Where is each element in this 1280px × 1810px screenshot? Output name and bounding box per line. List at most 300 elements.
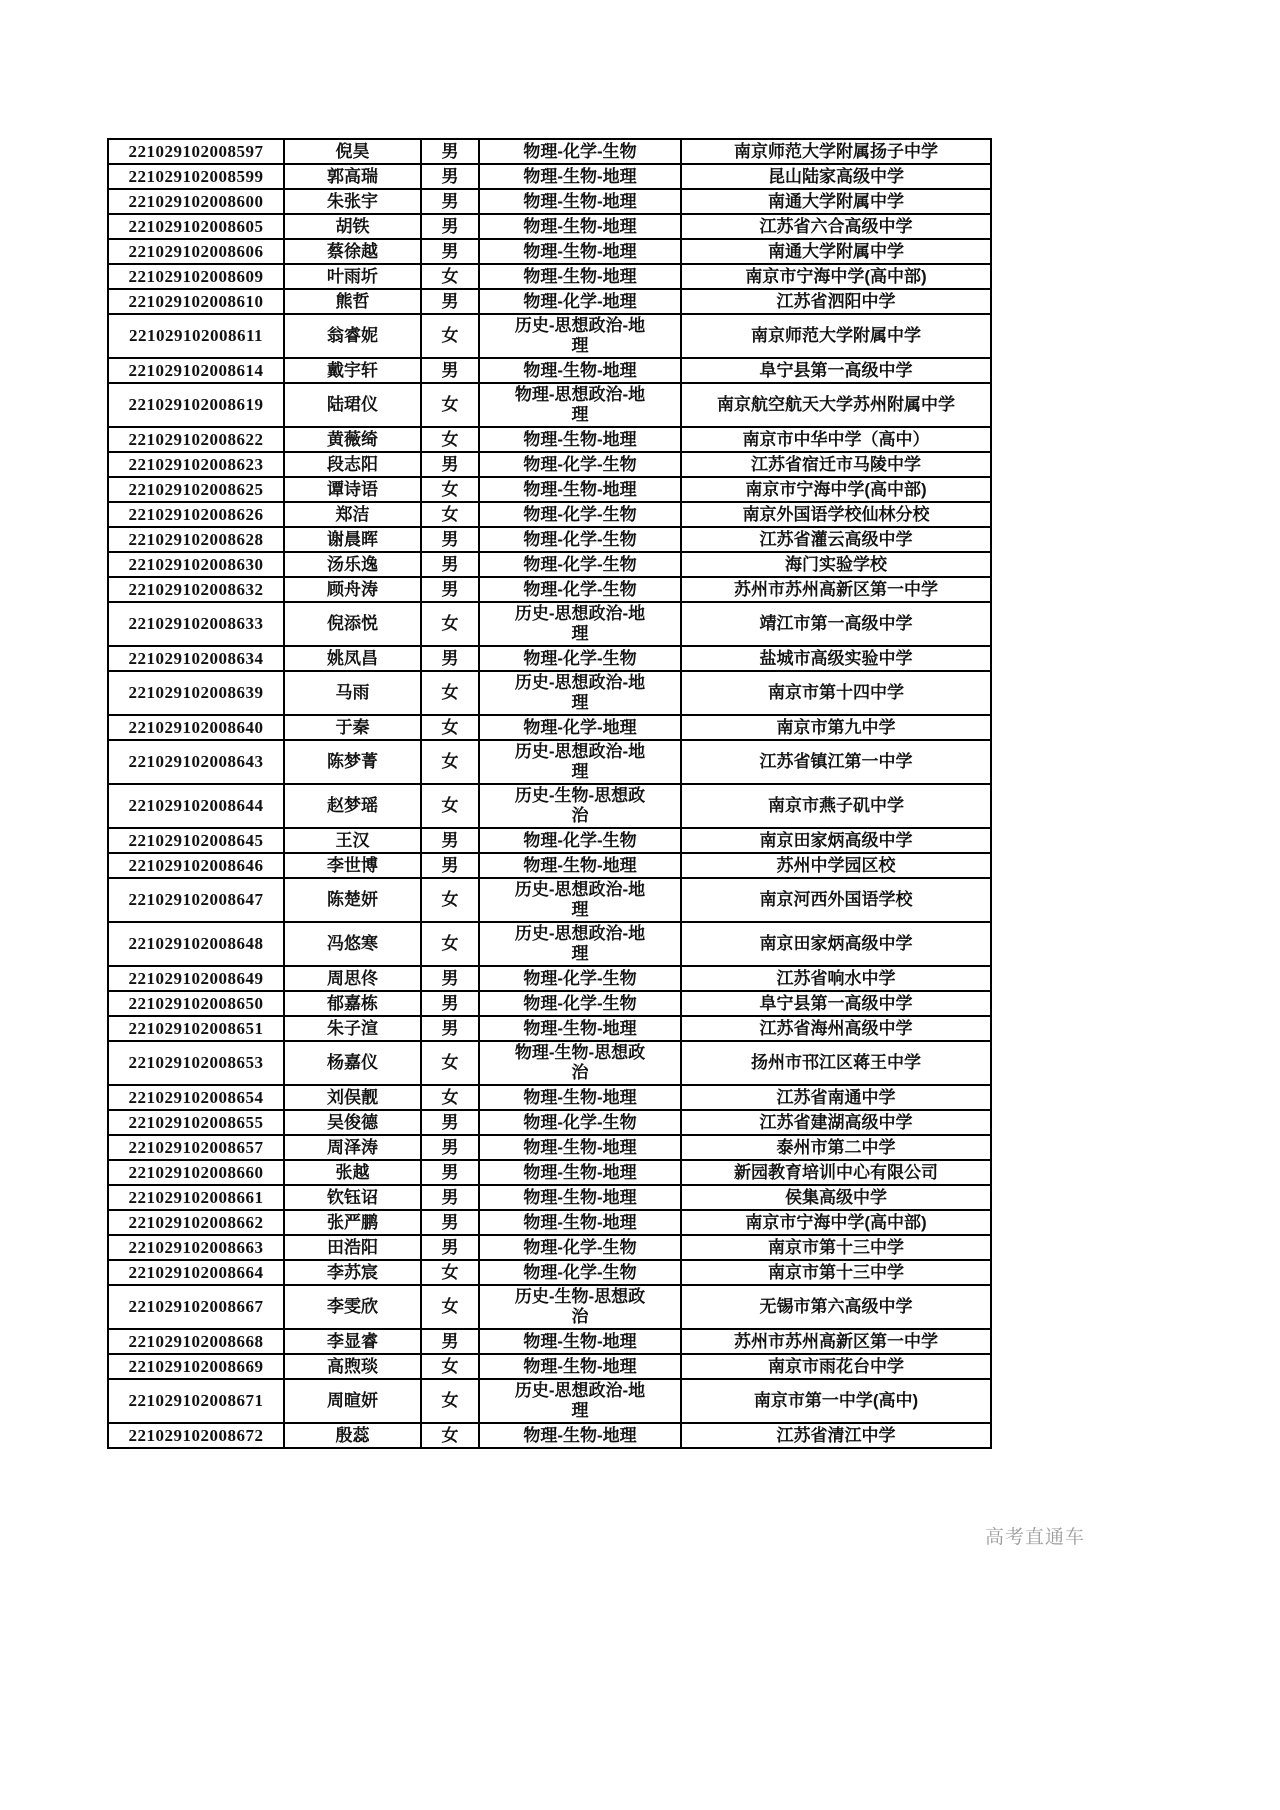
cell-school: 江苏省清江中学 <box>681 1423 991 1448</box>
cell-gender: 男 <box>421 577 479 602</box>
table-row <box>108 383 991 427</box>
table-row <box>108 1041 991 1085</box>
cell-exam-id: 221029102008609 <box>108 264 284 289</box>
cell-gender: 男 <box>421 646 479 671</box>
cell-gender: 女 <box>421 1423 479 1448</box>
subjects-text: 物理-思想政治-地理 <box>514 385 646 424</box>
cell-gender: 男 <box>421 1185 479 1210</box>
cell-subjects <box>479 922 681 966</box>
subjects-text: 历史-生物-思想政治 <box>514 786 646 825</box>
cell-name: 赵梦瑶 <box>284 784 421 828</box>
subjects-text: 物理-化学-生物 <box>523 993 637 1013</box>
cell-subjects <box>479 314 681 358</box>
subjects-text: 物理-生物-地理 <box>523 216 637 236</box>
cell-gender: 男 <box>421 853 479 878</box>
cell-exam-id: 221029102008643 <box>108 740 284 784</box>
cell-gender: 女 <box>421 1260 479 1285</box>
subjects-text: 物理-生物-地理 <box>523 1018 637 1038</box>
subjects-text: 历史-思想政治-地理 <box>514 1381 646 1420</box>
subjects-text: 历史-思想政治-地理 <box>514 316 646 355</box>
table-row <box>108 1329 991 1354</box>
cell-exam-id: 221029102008610 <box>108 289 284 314</box>
subjects-text: 历史-思想政治-地理 <box>514 742 646 781</box>
cell-school: 江苏省宿迁市马陵中学 <box>681 452 991 477</box>
cell-subjects <box>479 452 681 477</box>
subjects-text: 物理-生物-地理 <box>523 1162 637 1182</box>
cell-school: 无锡市第六高级中学 <box>681 1285 991 1329</box>
table-row <box>108 671 991 715</box>
cell-subjects <box>479 502 681 527</box>
cell-exam-id: 221029102008633 <box>108 602 284 646</box>
cell-gender: 女 <box>421 1285 479 1329</box>
cell-school: 南京市第一中学(高中) <box>681 1379 991 1423</box>
cell-exam-id: 221029102008626 <box>108 502 284 527</box>
candidates-table <box>107 138 992 1449</box>
subjects-text: 物理-化学-生物 <box>523 504 637 524</box>
cell-gender: 女 <box>421 314 479 358</box>
cell-subjects <box>479 427 681 452</box>
cell-name: 张严鹏 <box>284 1210 421 1235</box>
cell-subjects <box>479 1041 681 1085</box>
cell-gender: 男 <box>421 452 479 477</box>
cell-name: 周泽涛 <box>284 1135 421 1160</box>
subjects-text: 物理-化学-生物 <box>523 141 637 161</box>
cell-gender: 女 <box>421 383 479 427</box>
cell-exam-id: 221029102008657 <box>108 1135 284 1160</box>
cell-exam-id: 221029102008668 <box>108 1329 284 1354</box>
cell-name: 谢晨晖 <box>284 527 421 552</box>
table-row <box>108 784 991 828</box>
cell-school: 南京市宁海中学(高中部) <box>681 264 991 289</box>
cell-name: 郑洁 <box>284 502 421 527</box>
table-row <box>108 314 991 358</box>
cell-gender: 女 <box>421 715 479 740</box>
cell-subjects <box>479 602 681 646</box>
subjects-text: 物理-生物-地理 <box>523 1356 637 1376</box>
table-row <box>108 477 991 502</box>
table-row <box>108 878 991 922</box>
cell-exam-id: 221029102008660 <box>108 1160 284 1185</box>
cell-name: 蔡徐越 <box>284 239 421 264</box>
subjects-text: 物理-化学-生物 <box>523 454 637 474</box>
cell-subjects <box>479 1235 681 1260</box>
cell-school: 江苏省建湖高级中学 <box>681 1110 991 1135</box>
cell-gender: 男 <box>421 991 479 1016</box>
cell-subjects <box>479 477 681 502</box>
watermark-text: 高考直通车 <box>985 1527 1086 1548</box>
cell-name: 周暄妍 <box>284 1379 421 1423</box>
cell-gender: 男 <box>421 527 479 552</box>
cell-school: 南京市第十三中学 <box>681 1235 991 1260</box>
subjects-text: 物理-生物-思想政治 <box>514 1043 646 1082</box>
cell-name: 殷蕊 <box>284 1423 421 1448</box>
subjects-text: 物理-生物-地理 <box>523 1137 637 1157</box>
subjects-text: 物理-化学-生物 <box>523 1262 637 1282</box>
cell-name: 郭高瑞 <box>284 164 421 189</box>
cell-school: 南京师范大学附属扬子中学 <box>681 139 991 164</box>
cell-gender: 女 <box>421 740 479 784</box>
cell-school: 阜宁县第一高级中学 <box>681 358 991 383</box>
table-row <box>108 1160 991 1185</box>
cell-school: 南京市中华中学（高中） <box>681 427 991 452</box>
cell-exam-id: 221029102008648 <box>108 922 284 966</box>
subjects-text: 历史-思想政治-地理 <box>514 673 646 712</box>
cell-name: 陆珺仪 <box>284 383 421 427</box>
cell-school: 南京外国语学校仙林分校 <box>681 502 991 527</box>
cell-gender: 男 <box>421 552 479 577</box>
cell-gender: 男 <box>421 1160 479 1185</box>
cell-gender: 女 <box>421 1041 479 1085</box>
cell-subjects <box>479 646 681 671</box>
table-row <box>108 1135 991 1160</box>
subjects-text: 物理-化学-地理 <box>523 717 637 737</box>
cell-gender: 男 <box>421 358 479 383</box>
cell-school: 昆山陆家高级中学 <box>681 164 991 189</box>
cell-school: 苏州中学园区校 <box>681 853 991 878</box>
subjects-text: 物理-生物-地理 <box>523 479 637 499</box>
cell-gender: 男 <box>421 189 479 214</box>
subjects-text: 物理-生物-地理 <box>523 1087 637 1107</box>
cell-gender: 女 <box>421 1085 479 1110</box>
cell-school: 江苏省泗阳中学 <box>681 289 991 314</box>
cell-name: 李苏宸 <box>284 1260 421 1285</box>
cell-gender: 男 <box>421 1016 479 1041</box>
cell-school: 江苏省镇江第一中学 <box>681 740 991 784</box>
cell-exam-id: 221029102008645 <box>108 828 284 853</box>
cell-gender: 男 <box>421 239 479 264</box>
cell-gender: 女 <box>421 1354 479 1379</box>
cell-exam-id: 221029102008622 <box>108 427 284 452</box>
table-row <box>108 1260 991 1285</box>
cell-subjects <box>479 784 681 828</box>
table-row <box>108 602 991 646</box>
subjects-text: 物理-化学-生物 <box>523 579 637 599</box>
cell-exam-id: 221029102008605 <box>108 214 284 239</box>
cell-name: 姚凤昌 <box>284 646 421 671</box>
cell-name: 叶雨圻 <box>284 264 421 289</box>
cell-subjects <box>479 1085 681 1110</box>
cell-name: 戴宇轩 <box>284 358 421 383</box>
cell-subjects <box>479 577 681 602</box>
cell-school: 盐城市高级实验中学 <box>681 646 991 671</box>
subjects-text: 历史-思想政治-地理 <box>514 604 646 643</box>
subjects-text: 历史-思想政治-地理 <box>514 924 646 963</box>
cell-subjects <box>479 1285 681 1329</box>
table-row <box>108 502 991 527</box>
cell-school: 南京航空航天大学苏州附属中学 <box>681 383 991 427</box>
cell-subjects <box>479 671 681 715</box>
cell-subjects <box>479 1379 681 1423</box>
cell-name: 朱张宇 <box>284 189 421 214</box>
table-row <box>108 164 991 189</box>
cell-subjects <box>479 878 681 922</box>
cell-school: 南京市宁海中学(高中部) <box>681 477 991 502</box>
table-row <box>108 828 991 853</box>
cell-name: 王汉 <box>284 828 421 853</box>
cell-gender: 男 <box>421 214 479 239</box>
subjects-text: 物理-化学-生物 <box>523 1237 637 1257</box>
cell-subjects <box>479 1423 681 1448</box>
cell-school: 江苏省灌云高级中学 <box>681 527 991 552</box>
cell-school: 南京师范大学附属中学 <box>681 314 991 358</box>
cell-school: 苏州市苏州高新区第一中学 <box>681 1329 991 1354</box>
cell-subjects <box>479 1210 681 1235</box>
cell-exam-id: 221029102008614 <box>108 358 284 383</box>
cell-exam-id: 221029102008649 <box>108 966 284 991</box>
cell-name: 李世博 <box>284 853 421 878</box>
cell-exam-id: 221029102008671 <box>108 1379 284 1423</box>
table-row <box>108 239 991 264</box>
cell-gender: 女 <box>421 264 479 289</box>
cell-subjects <box>479 358 681 383</box>
cell-subjects <box>479 966 681 991</box>
cell-school: 南京河西外国语学校 <box>681 878 991 922</box>
cell-school: 江苏省海州高级中学 <box>681 1016 991 1041</box>
table-row <box>108 427 991 452</box>
table-row <box>108 189 991 214</box>
cell-exam-id: 221029102008599 <box>108 164 284 189</box>
cell-gender: 男 <box>421 1210 479 1235</box>
cell-school: 新园教育培训中心有限公司 <box>681 1160 991 1185</box>
cell-subjects <box>479 527 681 552</box>
cell-exam-id: 221029102008640 <box>108 715 284 740</box>
cell-school: 南京市宁海中学(高中部) <box>681 1210 991 1235</box>
cell-name: 冯悠寒 <box>284 922 421 966</box>
cell-school: 江苏省六合高级中学 <box>681 214 991 239</box>
cell-subjects <box>479 264 681 289</box>
cell-name: 朱子渲 <box>284 1016 421 1041</box>
candidates-table-body <box>108 139 991 1448</box>
table-row <box>108 1354 991 1379</box>
cell-exam-id: 221029102008639 <box>108 671 284 715</box>
subjects-text: 物理-化学-生物 <box>523 1112 637 1132</box>
cell-exam-id: 221029102008625 <box>108 477 284 502</box>
cell-name: 黄薇绮 <box>284 427 421 452</box>
table-row <box>108 1185 991 1210</box>
subjects-text: 物理-生物-地理 <box>523 241 637 261</box>
cell-name: 胡铁 <box>284 214 421 239</box>
cell-gender: 女 <box>421 784 479 828</box>
table-row <box>108 552 991 577</box>
cell-school: 南京市燕子矶中学 <box>681 784 991 828</box>
cell-exam-id: 221029102008654 <box>108 1085 284 1110</box>
subjects-text: 物理-生物-地理 <box>523 855 637 875</box>
cell-school: 南京田家炳高级中学 <box>681 828 991 853</box>
cell-exam-id: 221029102008672 <box>108 1423 284 1448</box>
cell-school: 南京市第十三中学 <box>681 1260 991 1285</box>
table-row <box>108 740 991 784</box>
cell-exam-id: 221029102008606 <box>108 239 284 264</box>
cell-subjects <box>479 1185 681 1210</box>
cell-name: 谭诗语 <box>284 477 421 502</box>
subjects-text: 物理-生物-地理 <box>523 1212 637 1232</box>
cell-subjects <box>479 552 681 577</box>
table-row <box>108 1379 991 1423</box>
cell-exam-id: 221029102008619 <box>108 383 284 427</box>
cell-school: 南通大学附属中学 <box>681 239 991 264</box>
cell-exam-id: 221029102008634 <box>108 646 284 671</box>
cell-exam-id: 221029102008663 <box>108 1235 284 1260</box>
cell-school: 阜宁县第一高级中学 <box>681 991 991 1016</box>
cell-exam-id: 221029102008611 <box>108 314 284 358</box>
cell-name: 倪添悦 <box>284 602 421 646</box>
table-row <box>108 139 991 164</box>
cell-subjects <box>479 1016 681 1041</box>
table-row <box>108 527 991 552</box>
cell-gender: 女 <box>421 602 479 646</box>
cell-name: 李显睿 <box>284 1329 421 1354</box>
subjects-text: 物理-生物-地理 <box>523 191 637 211</box>
cell-name: 熊哲 <box>284 289 421 314</box>
cell-school: 泰州市第二中学 <box>681 1135 991 1160</box>
cell-exam-id: 221029102008664 <box>108 1260 284 1285</box>
cell-exam-id: 221029102008653 <box>108 1041 284 1085</box>
cell-name: 马雨 <box>284 671 421 715</box>
cell-exam-id: 221029102008662 <box>108 1210 284 1235</box>
table-row <box>108 1235 991 1260</box>
cell-gender: 男 <box>421 966 479 991</box>
cell-name: 吴俊德 <box>284 1110 421 1135</box>
table-row <box>108 264 991 289</box>
cell-subjects <box>479 715 681 740</box>
table-row <box>108 922 991 966</box>
table-row <box>108 1285 991 1329</box>
cell-school: 侯集高级中学 <box>681 1185 991 1210</box>
cell-exam-id: 221029102008661 <box>108 1185 284 1210</box>
cell-school: 南京田家炳高级中学 <box>681 922 991 966</box>
cell-school: 江苏省响水中学 <box>681 966 991 991</box>
table-row <box>108 452 991 477</box>
cell-subjects <box>479 139 681 164</box>
cell-school: 靖江市第一高级中学 <box>681 602 991 646</box>
cell-gender: 女 <box>421 922 479 966</box>
cell-name: 钦钰诏 <box>284 1185 421 1210</box>
cell-subjects <box>479 1160 681 1185</box>
cell-gender: 女 <box>421 427 479 452</box>
cell-gender: 男 <box>421 164 479 189</box>
table-row <box>108 966 991 991</box>
cell-subjects <box>479 740 681 784</box>
table-row <box>108 214 991 239</box>
cell-name: 段志阳 <box>284 452 421 477</box>
cell-subjects <box>479 189 681 214</box>
cell-gender: 女 <box>421 502 479 527</box>
table-row <box>108 1423 991 1448</box>
cell-name: 汤乐逸 <box>284 552 421 577</box>
subjects-text: 物理-化学-生物 <box>523 529 637 549</box>
cell-school: 南通大学附属中学 <box>681 189 991 214</box>
subjects-text: 物理-生物-地理 <box>523 1425 637 1445</box>
subjects-text: 物理-生物-地理 <box>523 429 637 449</box>
table-row <box>108 991 991 1016</box>
cell-exam-id: 221029102008623 <box>108 452 284 477</box>
cell-school: 扬州市邗江区蒋王中学 <box>681 1041 991 1085</box>
cell-exam-id: 221029102008667 <box>108 1285 284 1329</box>
cell-name: 李雯欣 <box>284 1285 421 1329</box>
cell-name: 周思佟 <box>284 966 421 991</box>
cell-gender: 女 <box>421 671 479 715</box>
subjects-text: 物理-化学-生物 <box>523 554 637 574</box>
cell-subjects <box>479 853 681 878</box>
cell-school: 南京市雨花台中学 <box>681 1354 991 1379</box>
table-row <box>108 577 991 602</box>
cell-exam-id: 221029102008597 <box>108 139 284 164</box>
table-row <box>108 853 991 878</box>
subjects-text: 物理-生物-地理 <box>523 1187 637 1207</box>
cell-gender: 男 <box>421 139 479 164</box>
cell-gender: 男 <box>421 289 479 314</box>
cell-name: 于秦 <box>284 715 421 740</box>
cell-name: 刘俣靓 <box>284 1085 421 1110</box>
subjects-text: 物理-化学-地理 <box>523 291 637 311</box>
cell-exam-id: 221029102008630 <box>108 552 284 577</box>
subjects-text: 物理-化学-生物 <box>523 968 637 988</box>
cell-subjects <box>479 1329 681 1354</box>
table-row <box>108 1085 991 1110</box>
cell-exam-id: 221029102008647 <box>108 878 284 922</box>
cell-gender: 女 <box>421 1379 479 1423</box>
cell-school: 江苏省南通中学 <box>681 1085 991 1110</box>
cell-exam-id: 221029102008669 <box>108 1354 284 1379</box>
subjects-text: 历史-思想政治-地理 <box>514 880 646 919</box>
table-row <box>108 1016 991 1041</box>
cell-gender: 男 <box>421 1110 479 1135</box>
cell-exam-id: 221029102008651 <box>108 1016 284 1041</box>
table-row <box>108 289 991 314</box>
cell-subjects <box>479 1110 681 1135</box>
cell-subjects <box>479 239 681 264</box>
cell-gender: 男 <box>421 1135 479 1160</box>
cell-exam-id: 221029102008644 <box>108 784 284 828</box>
cell-exam-id: 221029102008650 <box>108 991 284 1016</box>
cell-name: 陈楚妍 <box>284 878 421 922</box>
cell-exam-id: 221029102008600 <box>108 189 284 214</box>
subjects-text: 物理-生物-地理 <box>523 1331 637 1351</box>
table-row <box>108 1110 991 1135</box>
cell-subjects <box>479 991 681 1016</box>
cell-school: 苏州市苏州高新区第一中学 <box>681 577 991 602</box>
subjects-text: 物理-化学-生物 <box>523 830 637 850</box>
cell-name: 陈梦菁 <box>284 740 421 784</box>
cell-name: 顾舟涛 <box>284 577 421 602</box>
table-row <box>108 358 991 383</box>
cell-name: 田浩阳 <box>284 1235 421 1260</box>
table-row <box>108 1210 991 1235</box>
cell-name: 倪昊 <box>284 139 421 164</box>
cell-exam-id: 221029102008655 <box>108 1110 284 1135</box>
cell-name: 张越 <box>284 1160 421 1185</box>
cell-school: 南京市第十四中学 <box>681 671 991 715</box>
subjects-text: 历史-生物-思想政治 <box>514 1287 646 1326</box>
cell-exam-id: 221029102008632 <box>108 577 284 602</box>
cell-gender: 男 <box>421 1235 479 1260</box>
cell-name: 郁嘉栋 <box>284 991 421 1016</box>
cell-subjects <box>479 383 681 427</box>
cell-exam-id: 221029102008646 <box>108 853 284 878</box>
cell-subjects <box>479 289 681 314</box>
subjects-text: 物理-生物-地理 <box>523 166 637 186</box>
cell-subjects <box>479 828 681 853</box>
cell-name: 高煦琰 <box>284 1354 421 1379</box>
cell-gender: 男 <box>421 1329 479 1354</box>
cell-gender: 女 <box>421 477 479 502</box>
table-row <box>108 715 991 740</box>
cell-name: 杨嘉仪 <box>284 1041 421 1085</box>
cell-school: 南京市第九中学 <box>681 715 991 740</box>
cell-name: 翁睿妮 <box>284 314 421 358</box>
cell-school: 海门实验学校 <box>681 552 991 577</box>
subjects-text: 物理-生物-地理 <box>523 266 637 286</box>
